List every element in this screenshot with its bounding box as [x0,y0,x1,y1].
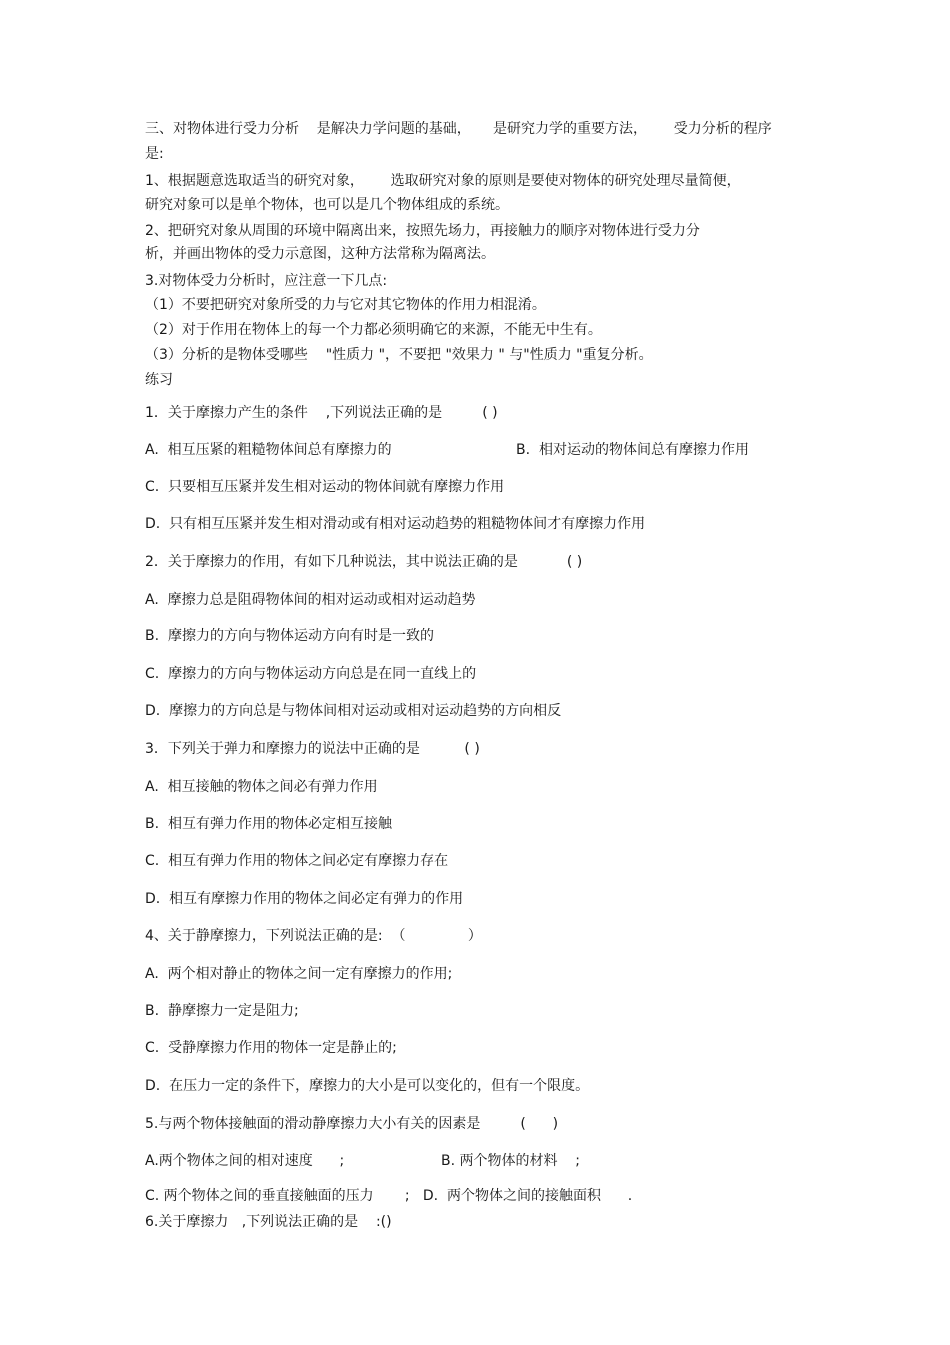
question-5-option-b: B. 两个物体的材料 ; [441,1153,581,1169]
note-1: （1）不要把研究对象所受的力与它对其它物体的作用力相混淆。 [145,297,546,313]
question-3: 3．下列关于弹力和摩擦力的说法中正确的是 ( ) [145,741,480,757]
step-1-line-2: 研究对象可以是单个物体，也可以是几个物体组成的系统。 [145,197,509,213]
question-3-option-c: C. 相互有弹力作用的物体之间必定有摩擦力存在 [145,853,449,869]
step-2-line-2: 析，并画出物体的受力示意图，这种方法常称为隔离法。 [145,246,495,262]
question-3-option-b: B. 相互有弹力作用的物体必定相互接触 [145,816,392,832]
question-1-option-d: D. 只有相互压紧并发生相对滑动或有相对运动趋势的粗糙物体间才有摩擦力作用 [145,516,646,532]
step-1-line-1: 1、根据题意选取适当的研究对象， 选取研究对象的原则是要使对物体的研究处理尽量简便， [145,173,741,189]
practice-heading: 练习 [145,372,173,388]
question-5: 5.与两个物体接触面的滑动静摩擦力大小有关的因素是 ( ) [145,1116,559,1132]
question-3-option-d: D. 相互有摩擦力作用的物体之间必定有弹力的作用 [145,891,464,907]
question-1: 1．关于摩擦力产生的条件 ,下列说法正确的是 ( ) [145,405,498,421]
step-3-heading: 3.对物体受力分析时，应注意一下几点: [145,273,388,289]
question-2-option-c: C. 摩擦力的方向与物体运动方向总是在同一直线上的 [145,666,477,682]
intro-line-1: 三、对物体进行受力分析 是解决力学问题的基础， 是研究力学的重要方法， 受力分析的程序 [145,121,772,137]
question-4-option-d: D. 在压力一定的条件下，摩擦力的大小是可以变化的，但有一个限度。 [145,1078,590,1094]
note-2: （2）对于作用在物体上的每一个力都必须明确它的来源，不能无中生有。 [145,322,602,338]
question-2-option-d: D. 摩擦力的方向总是与物体间相对运动或相对运动趋势的方向相反 [145,703,562,719]
question-4: 4、关于静摩擦力，下列说法正确的是: （ ） [145,928,482,944]
question-1-option-a: A. 相互压紧的粗糙物体间总有摩擦力的 [145,442,392,458]
intro-line-2: 是: [145,146,164,162]
question-4-option-c: C. 受静摩擦力作用的物体一定是静止的; [145,1040,397,1056]
question-1-option-c: C. 只要相互压紧并发生相对运动的物体间就有摩擦力作用 [145,479,505,495]
question-2-option-b: B. 摩擦力的方向与物体运动方向有时是一致的 [145,628,434,644]
question-6: 6.关于摩擦力 ,下列说法正确的是 :() [145,1214,392,1230]
question-5-option-a: A.两个物体之间的相对速度 ; [145,1153,345,1169]
question-3-option-a: A. 相互接触的物体之间必有弹力作用 [145,779,378,795]
question-2: 2．关于摩擦力的作用，有如下几种说法，其中说法正确的是 ( ) [145,554,583,570]
note-3: （3）分析的是物体受哪些 "性质力 "，不要把 "效果力 " 与"性质力 "重复分析。 [145,347,653,363]
question-1-option-b: B. 相对运动的物体间总有摩擦力作用 [516,442,749,458]
question-5-option-c-d: C. 两个物体之间的垂直接触面的压力 ; D. 两个物体之间的接触面积 . [145,1188,633,1204]
question-4-option-b: B. 静摩擦力一定是阻力; [145,1003,299,1019]
question-2-option-a: A. 摩擦力总是阻碍物体间的相对运动或相对运动趋势 [145,592,476,608]
question-4-option-a: A. 两个相对静止的物体之间一定有摩擦力的作用; [145,966,453,982]
step-2-line-1: 2、把研究对象从周围的环境中隔离出来，按照先场力，再接触力的顺序对物体进行受力分 [145,223,700,239]
